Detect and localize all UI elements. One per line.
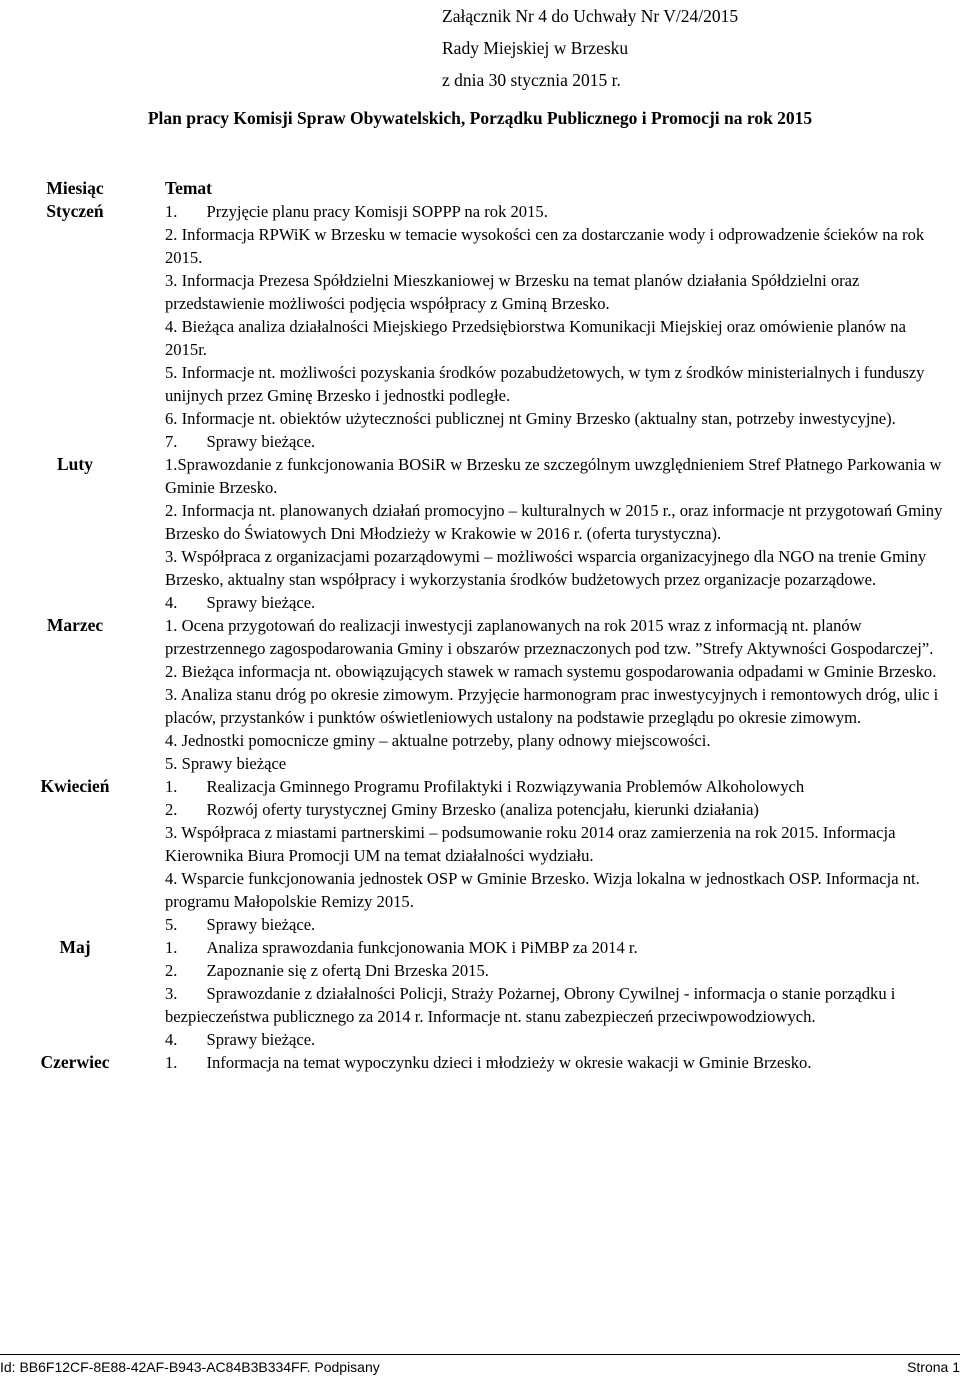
attachment-line: Załącznik Nr 4 do Uchwały Nr V/24/2015 bbox=[442, 6, 739, 26]
topic-cell bbox=[150, 200, 945, 453]
topic-entry: 3. Współpraca z miastami partnerskimi – podsumowanie roku 2014 oraz zamierzenia na rok 2015. Informacja Kierownika Biura Promocji UM na temat działalności wydziału. bbox=[165, 823, 896, 865]
council-line: Rady Miejskiej w Brzesku bbox=[442, 38, 629, 58]
topic-entry: 1.Sprawozdanie z funkcjonowania BOSiR w Brzesku ze szczególnym uwzględnieniem Stref Płatnego Parkowania w Gminie Brzesko. bbox=[165, 455, 942, 497]
topic-entry: 2. Informacja RPWiK w Brzesku w temacie wysokości cen za dostarczanie wody i odprowadzenie ścieków na rok 2015. bbox=[165, 225, 925, 267]
topic-cell bbox=[150, 1051, 945, 1074]
topic-entry: 2. Zapoznanie się z ofertą Dni Brzeska 2015. bbox=[165, 961, 489, 980]
table-row bbox=[0, 614, 960, 775]
document-title: Plan pracy Komisji Spraw Obywatelskich, Porządku Publicznego i Promocji na rok 2015 bbox=[147, 108, 813, 128]
page-footer bbox=[0, 1354, 960, 1379]
topic-cell bbox=[150, 936, 945, 1051]
page-number: Strona 1 bbox=[907, 1359, 960, 1375]
column-header-month: Miesiąc bbox=[46, 178, 104, 198]
topic-entry: 4. Bieżąca analiza działalności Miejskiego Przedsiębiorstwa Komunikacji Miejskiej oraz omówienie planów na 2015r. bbox=[165, 317, 906, 359]
topic-cell bbox=[150, 614, 945, 775]
topic-entry: 1. Przyjęcie planu pracy Komisji SOPPP na rok 2015. bbox=[165, 202, 548, 221]
topic-entry: 5. Informacje nt. możliwości pozyskania środków pozabudżetowych, w tym z środków ministerialnych i funduszy unijnych przez Gminę Brzesko i jednostki podległe. bbox=[165, 363, 925, 405]
topic-cell bbox=[150, 775, 945, 936]
topic-entry: 3. Współpraca z organizacjami pozarządowymi – możliwości wsparcia organizacyjnego dla NGO na trenie Gminy Brzesko, aktualny stan współpracy i wykorzystania środków budżetowych przez organizacje pozarządowe. bbox=[165, 547, 927, 589]
table-row bbox=[0, 1051, 960, 1074]
table-header-row bbox=[0, 177, 960, 200]
topic-entry: 4. Wsparcie funkcjonowania jednostek OSP w Gminie Brzesko. Wizja lokalna w jednostkach OSP. Informacja nt. programu Małopolskie Remizy 2015. bbox=[165, 869, 920, 911]
topic-entry: 1. Realizacja Gminnego Programu Profilaktyki i Rozwiązywania Problemów Alkoholowych bbox=[165, 777, 805, 796]
column-header-topic: Temat bbox=[165, 178, 212, 198]
topic-entry: 4. Sprawy bieżące. bbox=[165, 1030, 316, 1049]
topic-entry: 6. Informacje nt. obiektów użyteczności publicznej nt Gminy Brzesko (aktualny stan, potrzeby inwestycyjne). bbox=[165, 409, 896, 428]
month-cell: Marzec bbox=[46, 615, 104, 635]
table-row bbox=[0, 775, 960, 936]
table-row bbox=[0, 200, 960, 453]
topic-cell bbox=[150, 453, 945, 614]
topic-entry: 3. Analiza stanu dróg po okresie zimowym. Przyjęcie harmonogram prac inwestycyjnych i remontowych dróg, ulic i placów, przystanków i punktów oświetleniowych ustalony na podstawie przeglądu po okresie zimowym. bbox=[165, 685, 939, 727]
topic-entry: 1. Informacja na temat wypoczynku dzieci i młodzieży w okresie wakacji w Gminie Brzesko. bbox=[165, 1053, 812, 1072]
topic-entry: 2. Rozwój oferty turystycznej Gminy Brzesko (analiza potencjału, kierunki działania) bbox=[165, 800, 759, 819]
topic-entry: 1. Analiza sprawozdania funkcjonowania MOK i PiMBP za 2014 r. bbox=[165, 938, 638, 957]
table-row bbox=[0, 453, 960, 614]
month-cell: Kwiecień bbox=[40, 776, 110, 796]
month-cell: Luty bbox=[57, 454, 93, 474]
month-cell: Czerwiec bbox=[40, 1052, 110, 1072]
topic-entry: 3. Informacja Prezesa Spółdzielni Mieszkaniowej w Brzesku na temat planów działania Spółdzielni oraz przedstawienie możliwości podjęcia współpracy z Gminą Brzesko. bbox=[165, 271, 860, 313]
topic-entry: 2. Informacja nt. planowanych działań promocyjno – kulturalnych w 2015 r., oraz informacje nt przygotowań Gminy Brzesko do Światowych Dni Młodzieży w Krakowie w 2016 r. (oferta turystyczna). bbox=[165, 501, 943, 543]
month-cell: Styczeń bbox=[46, 201, 104, 221]
plan-table bbox=[0, 177, 960, 1074]
topic-entry: 3. Sprawozdanie z działalności Policji, Straży Pożarnej, Obrony Cywilnej - informacja o stanie porządku i bezpieczeństwa publicznego za 2014 r. Informacje nt. stanu zabezpieczeń przeciwpowodziowych. bbox=[165, 984, 896, 1026]
topic-entry: 5. Sprawy bieżące bbox=[165, 754, 287, 773]
table-body bbox=[0, 200, 960, 1074]
topic-entry: 5. Sprawy bieżące. bbox=[165, 915, 316, 934]
topic-entry: 7. Sprawy bieżące. bbox=[165, 432, 316, 451]
topic-entry: 1. Ocena przygotowań do realizacji inwestycji zaplanowanych na rok 2015 wraz z informacją nt. planów przestrzennego zagospodarowania Gminy i obszarów przeznaczonych pod tzw. ”Strefy Aktywności Gospodarczej”. bbox=[165, 616, 934, 658]
topic-entry: 4. Jednostki pomocnicze gminy – aktualne potrzeby, plany odnowy miejscowości. bbox=[165, 731, 711, 750]
table-row bbox=[0, 936, 960, 1051]
document-header bbox=[442, 0, 738, 96]
month-cell: Maj bbox=[59, 937, 91, 957]
topic-entry: 2. Bieżąca informacja nt. obowiązujących stawek w ramach systemu gospodarowania odpadami w Gminie Brzesko. bbox=[165, 662, 937, 681]
date-line: z dnia 30 stycznia 2015 r. bbox=[442, 70, 621, 90]
topic-entry: 4. Sprawy bieżące. bbox=[165, 593, 316, 612]
document-id: Id: BB6F12CF-8E88-42AF-B943-AC84B3B334FF. Podpisany bbox=[0, 1359, 380, 1375]
